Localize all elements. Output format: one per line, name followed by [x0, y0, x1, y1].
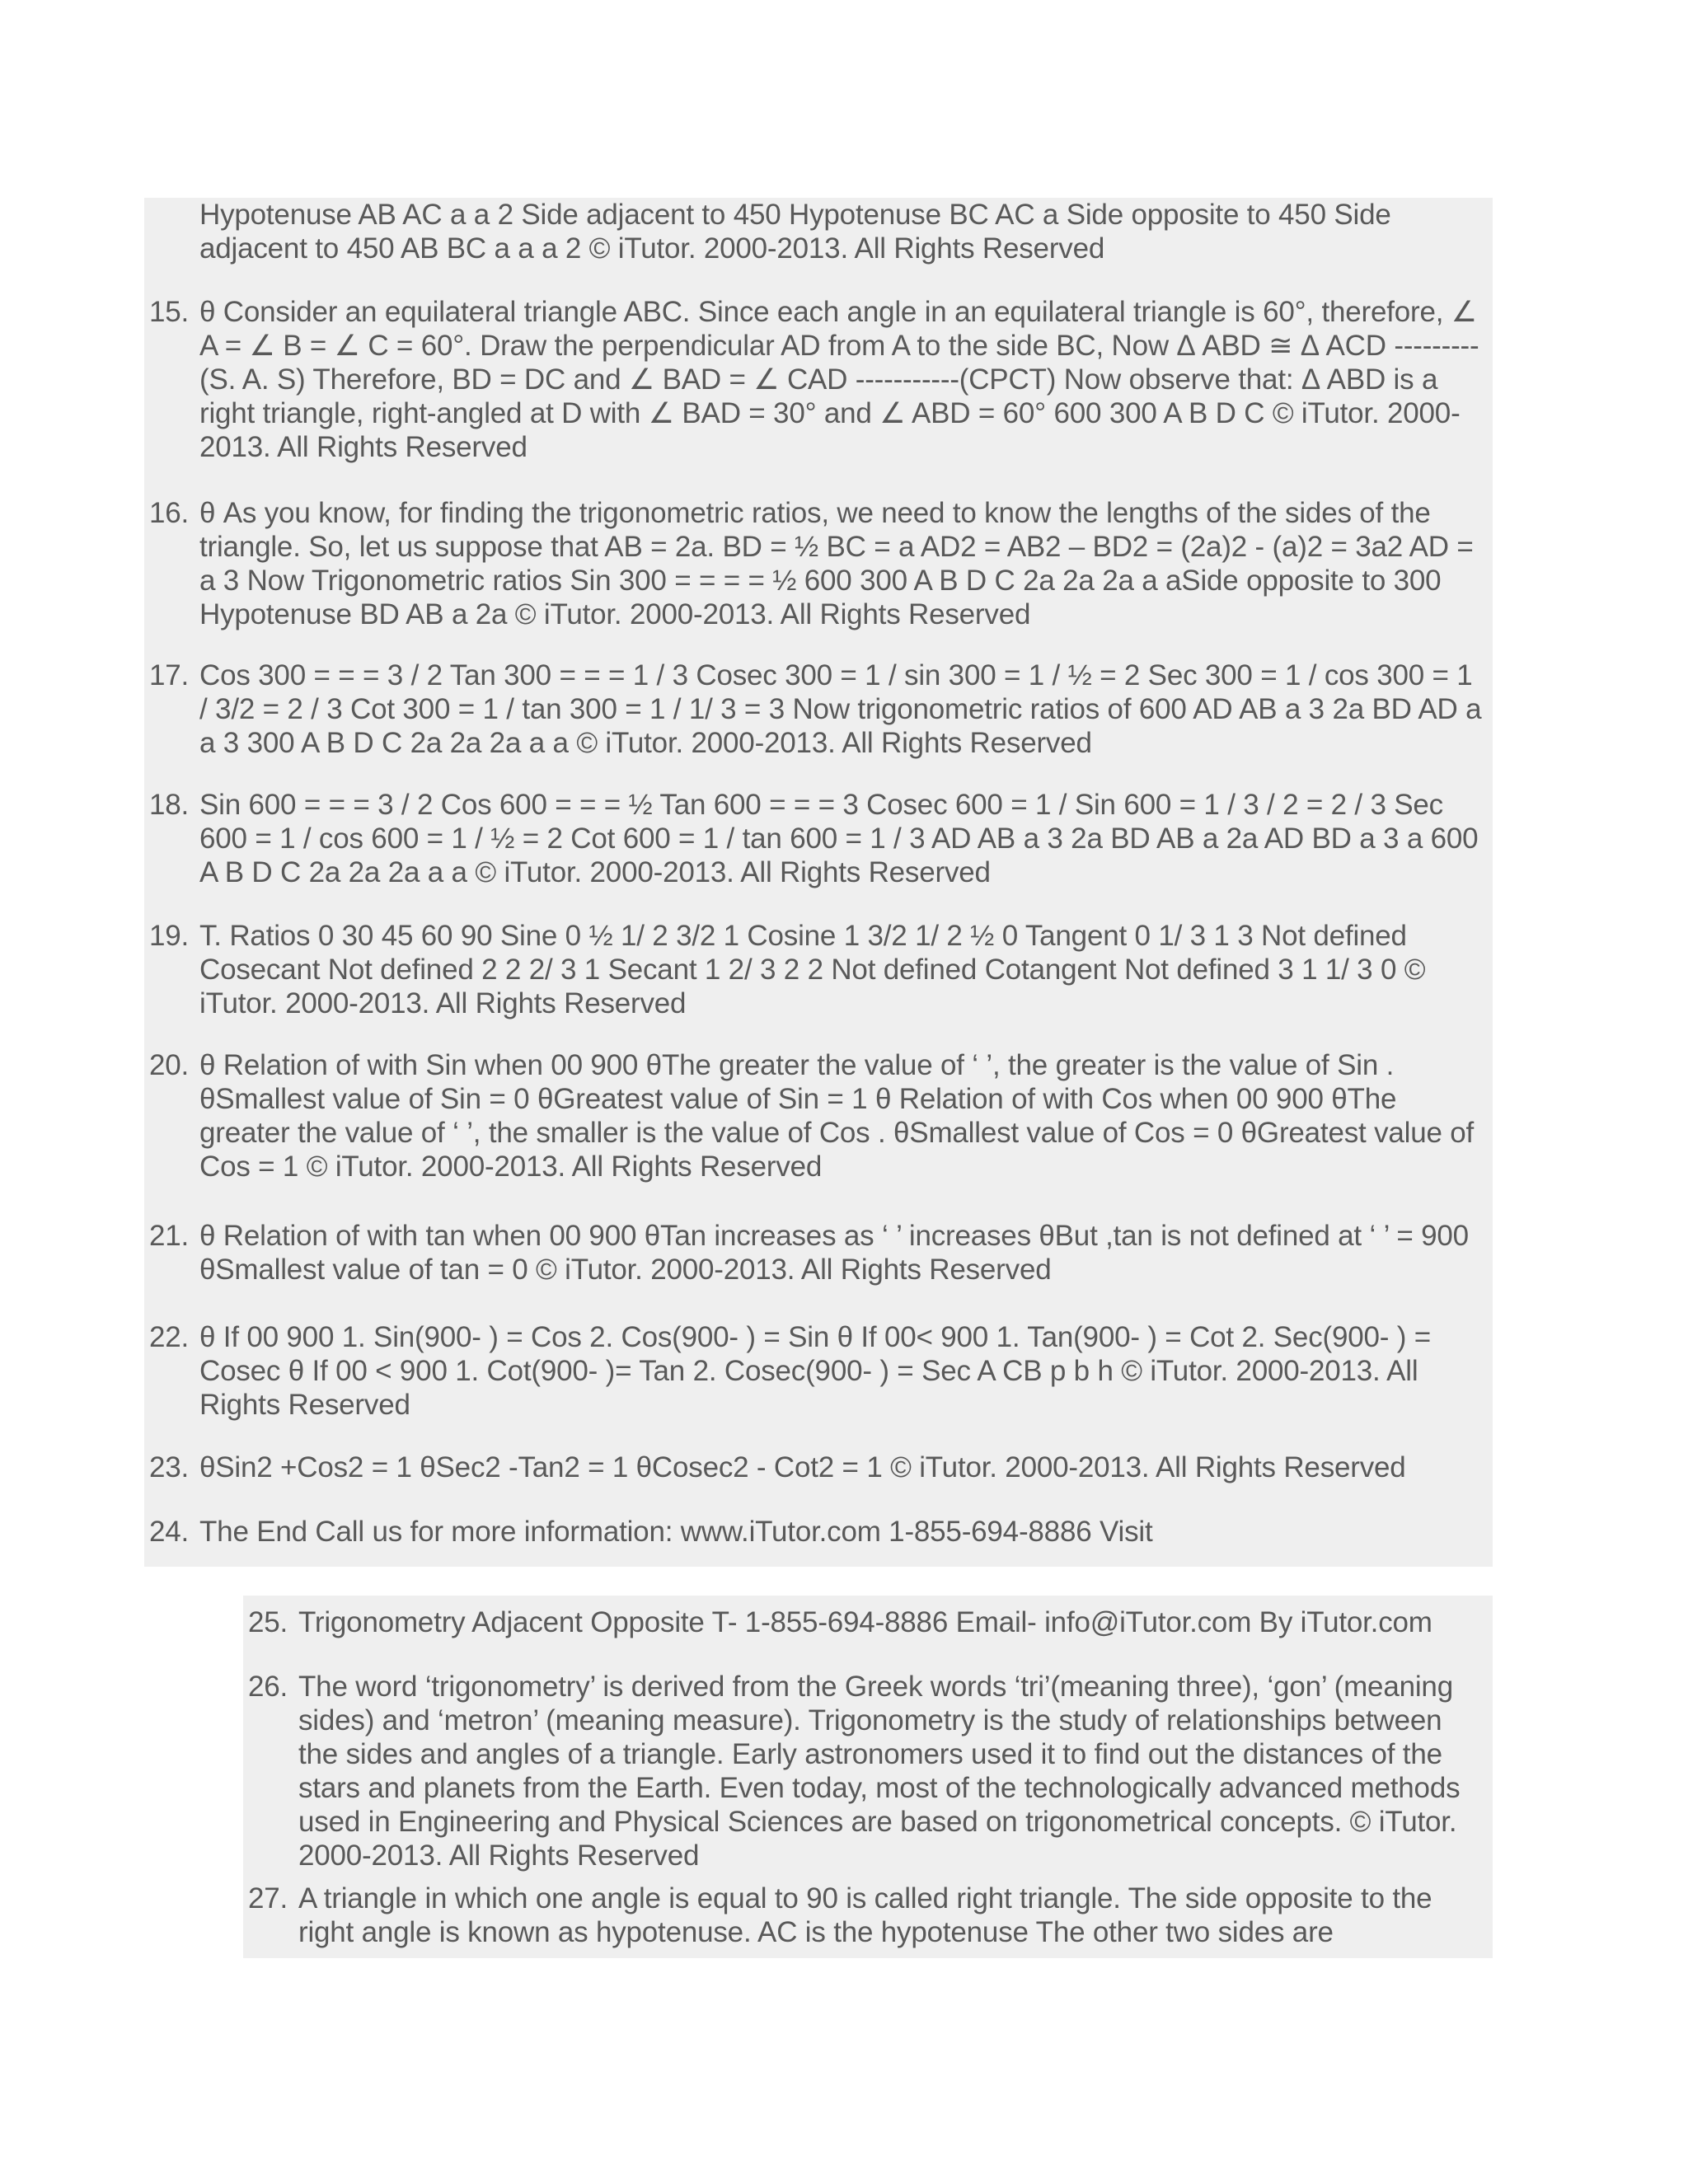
list-item-15	[149, 295, 1484, 464]
list-number: 24.	[149, 1516, 190, 1548]
list-item-21	[149, 1219, 1484, 1286]
list-number: 20.	[149, 1049, 190, 1081]
list-number: 19.	[149, 920, 190, 952]
list-item-text: θSin2 +Cos2 = 1 θSec2 -Tan2 = 1 θCosec2 - Cot2 = 1 © iTutor. 2000-2013. All Rights Reserved	[199, 1451, 1406, 1483]
list-item-25	[248, 1605, 1484, 1639]
list-item-26	[248, 1670, 1484, 1872]
list-number: 18.	[149, 789, 190, 821]
list-number: 15.	[149, 296, 190, 328]
lead-paragraph-text: Hypotenuse AB AC a a 2 Side adjacent to 450 Hypotenuse BC AC a Side opposite to 450 Side adjacent to 450 AB BC a a a 2 © iTutor. 2000-2013. All Rights Reserved	[199, 199, 1391, 265]
list-item-27	[248, 1882, 1484, 1949]
list-item-20	[149, 1048, 1484, 1183]
list-item-text: T. Ratios 0 30 45 60 90 Sine 0 ½ 1/ 2 3/2 1 Cosine 1 3/2 1/ 2 ½ 0 Tangent 0 1/ 3 1 3 Not defined Cosecant Not defined 2 2 2/ 3 1 Secant 1 2/ 3 2 2 Not defined Cotangent Not defined 3 1 1/ 3 0 © iTutor. 2000-2013. All Rights Reserved	[199, 920, 1426, 1019]
list-item-text: θ As you know, for finding the trigonometric ratios, we need to know the lengths of the sides of the triangle. So, let us suppose that AB = 2a. BD = ½ BC = a AD2 = AB2 – BD2 = (2a)2 - (a)2 = 3a2 AD = a 3 Now Trigonometric ratios Sin 300 = = = = ½ 600 300 A B D C 2a 2a 2a a aSide opposite to 300 Hypotenuse BD AB a 2a © iTutor. 2000-2013. All Rights Reserved	[199, 497, 1474, 630]
list-number: 22.	[149, 1321, 190, 1353]
list-item-16	[149, 496, 1484, 631]
list-item-text: A triangle in which one angle is equal to 90 is called right triangle. The side opposite to the right angle is known as hypotenuse. AC is the hypotenuse The other two sides are	[298, 1882, 1432, 1948]
text-block-upper	[144, 198, 1493, 1567]
list-item-text: The End Call us for more information: www.iTutor.com 1-855-694-8886 Visit	[199, 1516, 1153, 1548]
list-number: 26.	[248, 1671, 288, 1703]
list-item-text: The word ‘trigonometry’ is derived from the Greek words ‘tri’(meaning three), ‘gon’ (meaning sides) and ‘metron’ (meaning measure). Trigonometry is the study of relationships between the sides and angles of a triangle. Early astronomers used it to find out the distances of the stars and planets from the Earth. Even today, most of the technologically advanced methods used in Engineering and Physical Sciences are based on trigonometrical concepts. © iTutor. 2000-2013. All Rights Reserved	[298, 1671, 1461, 1872]
list-number: 27.	[248, 1882, 288, 1915]
list-item-text: θ Relation of with Sin when 00 900 θThe greater the value of ‘ ’, the greater is the value of Sin . θSmallest value of Sin = 0 θGreatest value of Sin = 1 θ Relation of with Cos when 00 900 θThe greater the value of ‘ ’, the smaller is the value of Cos . θSmallest value of Cos = 0 θGreatest value of Cos = 1 © iTutor. 2000-2013. All Rights Reserved	[199, 1049, 1475, 1183]
list-item-text: Cos 300 = = = 3 / 2 Tan 300 = = = 1 / 3 Cosec 300 = 1 / sin 300 = 1 / ½ = 2 Sec 300 = 1 / cos 300 = 1 / 3/2 = 2 / 3 Cot 300 = 1 / tan 300 = 1 / 1/ 3 = 3 Now trigonometric ratios of 600 AD AB a 3 2a BD AD a a 3 300 A B D C 2a 2a 2a a a © iTutor. 2000-2013. All Rights Reserved	[199, 659, 1482, 759]
list-item-19	[149, 919, 1484, 1020]
list-number: 21.	[149, 1220, 190, 1252]
list-item-18	[149, 788, 1484, 889]
list-item-24	[149, 1515, 1484, 1549]
list-item-text: Sin 600 = = = 3 / 2 Cos 600 = = = ½ Tan 600 = = = 3 Cosec 600 = 1 / Sin 600 = 1 / 3 / 2 = 2 / 3 Sec 600 = 1 / cos 600 = 1 / ½ = 2 Cot 600 = 1 / tan 600 = 1 / 3 AD AB a 3 2a BD AB a 2a AD BD a 3 a 600 A B D C 2a 2a 2a a a © iTutor. 2000-2013. All Rights Reserved	[199, 789, 1479, 888]
list-item-23	[149, 1451, 1484, 1484]
list-item-text: Trigonometry Adjacent Opposite T- 1-855-694-8886 Email- info@iTutor.com By iTutor.com	[298, 1606, 1432, 1638]
list-item-17	[149, 658, 1484, 760]
list-number: 16.	[149, 497, 190, 529]
list-item-text: θ Consider an equilateral triangle ABC. Since each angle in an equilateral triangle is 60°, therefore, ∠ A = ∠ B = ∠ C = 60°. Draw the perpendicular AD from A to the side BC, Now Δ ABD ≅ Δ ACD --------- (S. A. S) Therefore, BD = DC and ∠ BAD = ∠ CAD -----------(CPCT) Now observe that: Δ ABD is a right triangle, right-angled at D with ∠ BAD = 30° and ∠ ABD = 60° 600 300 A B D C © iTutor. 2000-2013. All Rights Reserved	[199, 296, 1479, 463]
text-block-lower	[243, 1596, 1493, 1958]
list-number: 23.	[149, 1451, 190, 1483]
list-number: 25.	[248, 1606, 288, 1638]
list-item-text: θ If 00 900 1. Sin(900- ) = Cos 2. Cos(900- ) = Sin θ If 00< 900 1. Tan(900- ) = Cot 2. Sec(900- ) = Cosec θ If 00 < 900 1. Cot(900- )= Tan 2. Cosec(900- ) = Sec A CB p b h © iTutor. 2000-2013. All Rights Reserved	[199, 1321, 1431, 1421]
list-number: 17.	[149, 659, 190, 691]
list-item-22	[149, 1320, 1484, 1422]
list-item-text: θ Relation of with tan when 00 900 θTan increases as ‘ ’ increases θBut ,tan is not defined at ‘ ’ = 900 θSmallest value of tan = 0 © iTutor. 2000-2013. All Rights Reserved	[199, 1220, 1469, 1286]
lead-paragraph	[149, 198, 1484, 265]
